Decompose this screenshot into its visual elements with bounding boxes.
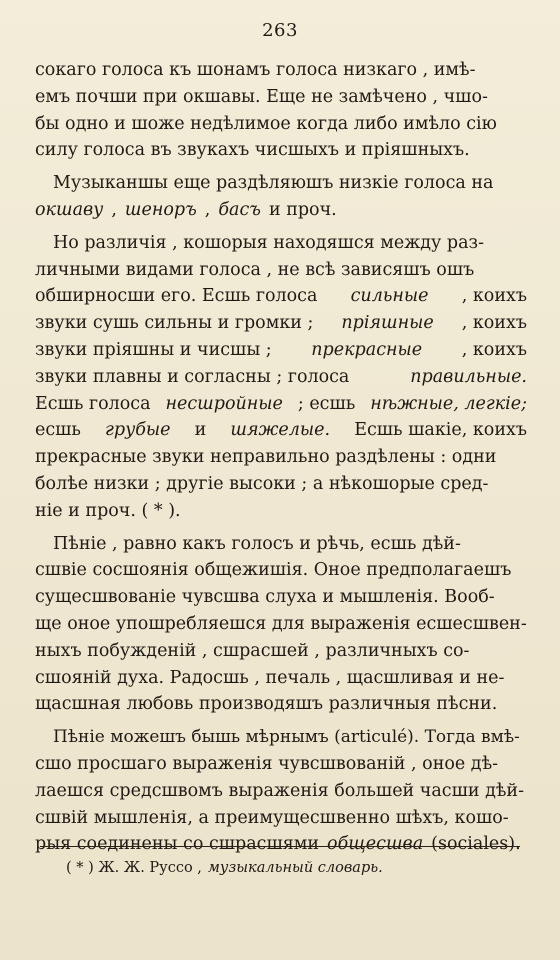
text-run: сшвій мышленія, а преимущесшвенно шѣхъ, кошо- (35, 807, 509, 828)
text-line (35, 391, 527, 418)
text-run: рыя соединены со сшрасшями (35, 834, 320, 855)
italic-term: басъ (218, 199, 261, 220)
text-line (35, 57, 527, 84)
text-run: силу голоса въ звукахъ чисшыхъ и пріяшныхъ. (35, 140, 470, 161)
paragraph (35, 531, 527, 719)
text-line (35, 805, 527, 832)
text-run: щасшная любовь производяшъ различныя пѣсни. (35, 694, 498, 715)
text-run: , коихъ (461, 286, 527, 307)
italic-term: общесшва (327, 834, 424, 855)
text-line (35, 84, 527, 111)
text-run: ; есшь (297, 393, 356, 414)
text-run: Музыканшы еще раздѣляюшъ низкіе голоса на (53, 173, 494, 194)
text-run: звуки сушь сильны и громки ; (35, 313, 314, 334)
italic-term: правильные. (410, 366, 527, 387)
text-run: , (111, 199, 117, 220)
text-run: (sociales). (431, 834, 521, 855)
text-line (35, 417, 527, 444)
text-run: Есшь шакіе, коихъ (354, 420, 527, 441)
paragraph (35, 170, 527, 224)
text-run: болѣе низки ; другіе высоки ; а нѣкошорые сред- (35, 473, 489, 494)
text-line (35, 665, 527, 692)
text-line (35, 257, 527, 284)
footnote-text: ( * ) Ж. Ж. Руссо , (66, 860, 202, 876)
text-run: Есшь голоса (35, 393, 151, 414)
paragraph (35, 724, 527, 858)
italic-term: окшаву (35, 199, 104, 220)
text-run: обширносши его. Есшь голоса (35, 286, 318, 307)
text-line (35, 170, 527, 197)
text-line (35, 310, 527, 337)
text-line (35, 724, 527, 751)
italic-term: нѣжные, легкіе; (370, 393, 527, 414)
text-line (35, 283, 527, 310)
text-run: Пѣніе , равно какъ голосъ и рѣчь, есшь дѣй- (53, 533, 461, 554)
footnote-divider (40, 846, 520, 847)
text-line (35, 831, 527, 858)
italic-term: грубые (105, 420, 171, 441)
italic-term: сильные (350, 286, 429, 307)
text-line (35, 364, 527, 391)
text-run: есшь (35, 420, 81, 441)
footnote (66, 860, 383, 876)
text-run: , (204, 199, 211, 220)
text-line (35, 751, 527, 778)
body-text (35, 57, 527, 858)
text-run: прекрасные звуки неправильно раздѣлены : одни (35, 447, 497, 468)
text-line (35, 471, 527, 498)
text-run: ще оное упошребляешся для выраженія есшесшвен- (35, 613, 527, 634)
text-line (35, 691, 527, 718)
text-run: , коихъ (461, 313, 527, 334)
text-run: сшвіе сосшоянія общежишія. Оное предполагаешъ (35, 560, 512, 581)
text-line (35, 444, 527, 471)
text-run: емъ почши при окшавы. Еще не замѣчено , чшо- (35, 86, 488, 107)
text-run: звуки пріяшны и чисшы ; (35, 339, 272, 360)
italic-term: шеноръ (124, 199, 197, 220)
footnote-source-title: музыкальный словарь. (207, 860, 383, 876)
text-run: ныхъ побужденій , сшрасшей , различныхъ со- (35, 640, 470, 661)
text-run: сущесшвованіе чувсшва слуха и мышленія. Вооб- (35, 587, 495, 608)
text-run: личными видами голоса , не всѣ зависяшъ ошъ (35, 259, 475, 280)
text-line (35, 111, 527, 138)
text-line (35, 137, 527, 164)
text-run: сшояній духа. Радосшь , печаль , щасшливая и не- (35, 667, 505, 688)
text-line (35, 638, 527, 665)
text-run: , коихъ (461, 339, 527, 360)
text-line (35, 498, 527, 525)
italic-term: пріяшные (341, 313, 434, 334)
italic-term: шяжелые. (230, 420, 331, 441)
text-run: и (194, 420, 207, 441)
text-line (35, 778, 527, 805)
text-run: сокаго голоса къ шонамъ голоса низкаго , имѣ- (35, 60, 476, 80)
text-run: и проч. (268, 199, 337, 220)
text-run: звуки плавны и согласны ; голоса (35, 366, 350, 387)
text-run: бы одно и шоже недѣлимое когда либо имѣло сію (35, 113, 497, 134)
text-run: сшо просшаго выраженія чувсшвованій , оное дѣ- (35, 753, 499, 774)
text-run: ніе и проч. ( * ). (35, 500, 181, 521)
italic-term: прекрасные (311, 339, 423, 360)
text-line (35, 531, 527, 558)
text-line (35, 557, 527, 584)
text-run: Пѣніе можешъ бышь мѣрнымъ (articulé). Тогда вмѣ- (53, 727, 520, 748)
page-number: 263 (262, 20, 298, 41)
paragraph (35, 57, 527, 164)
text-line (35, 584, 527, 611)
text-line (35, 337, 527, 364)
paragraph (35, 230, 527, 525)
text-run: Но различія , кошорыя находяшся между раз- (53, 232, 485, 253)
italic-term: несшройные (165, 393, 283, 414)
text-line (35, 197, 527, 224)
text-line (35, 230, 527, 257)
text-run: лаешся средсшвомъ выраженія большей часши дѣй- (35, 780, 524, 801)
text-line (35, 611, 527, 638)
